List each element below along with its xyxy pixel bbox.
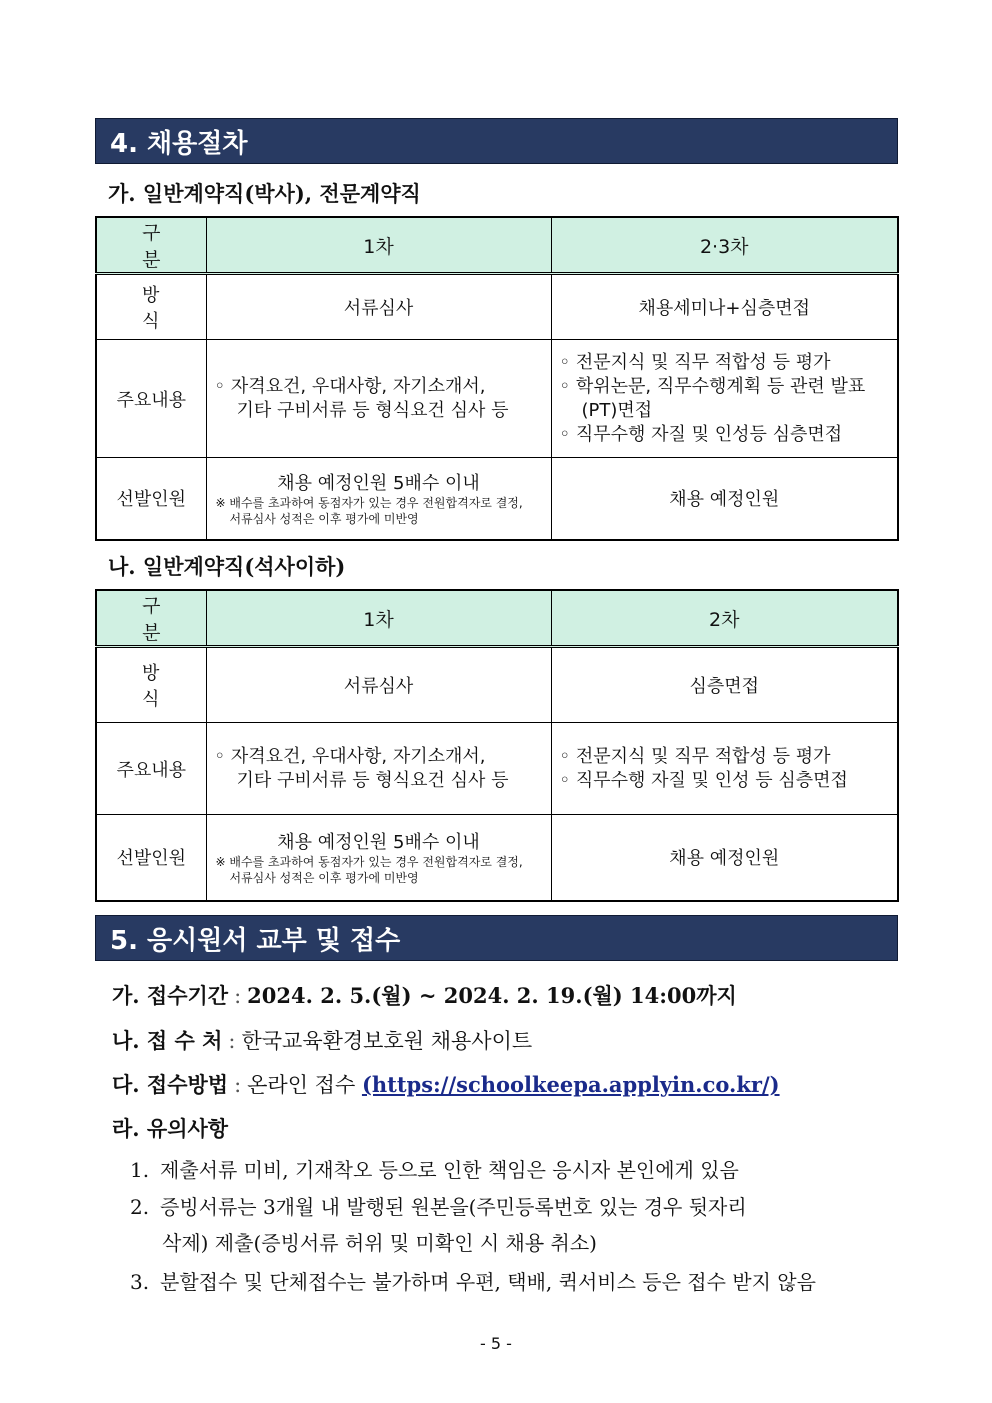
- note-text-continued: 삭제) 제출(증빙서류 허위 및 미확인 시 채용 취소): [162, 1231, 597, 1255]
- note-item-2: [130, 1189, 898, 1261]
- period-row: 가. 접수기간 : 2024. 2. 5.(월) ~ 2024. 2. 19.(월) 14:00까지: [112, 983, 737, 1008]
- selection-stage-1: [206, 458, 551, 540]
- method-row: 다. 접수방법 : 온라인 접수 (https://schoolkeepa.applyin.co.kr/): [112, 1072, 780, 1097]
- note-number: 3.: [130, 1270, 150, 1294]
- content-line: ◦ 자격요건, 우대사항, 자기소개서,: [214, 375, 486, 397]
- note-item-1: [130, 1152, 898, 1188]
- content-stage-1: [206, 340, 551, 458]
- header-category: 구 분: [96, 590, 206, 647]
- method-value: 온라인 접수: [247, 1073, 356, 1097]
- note-number: 2.: [130, 1195, 150, 1219]
- note-item-3: [130, 1264, 898, 1300]
- content-line: 기타 구비서류 등 형식요건 심사 등: [236, 769, 509, 791]
- method-stage-1: 서류심사: [206, 274, 551, 340]
- table-row-selection: [96, 815, 898, 901]
- table-row-content: [96, 723, 898, 815]
- selection-note: ※ 배수를 초과하여 동점자가 있는 경우 전원합격자로 결정,: [215, 496, 523, 511]
- selection-note: ※ 배수를 초과하여 동점자가 있는 경우 전원합격자로 결정,: [215, 855, 523, 870]
- note-text: 분할접수 및 단체접수는 불가하며 우편, 택배, 퀵서비스 등은 접수 받지 않음: [160, 1270, 816, 1294]
- method-key: 다. 접수방법: [112, 1072, 229, 1097]
- content-stage-2: [551, 340, 898, 458]
- selection-note: 서류심사 성적은 이후 평가에 미반영: [229, 871, 419, 886]
- selection-stage-2: 채용 예정인원: [551, 458, 898, 540]
- table-row-method: [96, 647, 898, 723]
- selection-stage-2: 채용 예정인원: [551, 815, 898, 901]
- row-label-content: 주요내용: [96, 340, 206, 458]
- row-label-selection: 선발인원: [96, 815, 206, 901]
- place-key: 나. 접 수 처: [112, 1028, 223, 1053]
- header-stage-1: 1차: [206, 217, 551, 274]
- header-stage-2: 2차: [551, 590, 898, 647]
- content-line: 기타 구비서류 등 형식요건 심사 등: [236, 399, 509, 421]
- header-stage-2: 2·3차: [551, 217, 898, 274]
- content-line: (PT)면접: [581, 399, 653, 421]
- content-line: ◦ 전문지식 및 직무 적합성 등 평가: [559, 351, 831, 373]
- place-value: 한국교육환경보호원 채용사이트: [241, 1029, 533, 1053]
- section-4-title: 4. 채용절차: [110, 128, 248, 159]
- selection-note: 서류심사 성적은 이후 평가에 미반영: [229, 512, 419, 527]
- selection-stage-1: [206, 815, 551, 901]
- procedure-table-a: [95, 216, 899, 541]
- content-stage-1: [206, 723, 551, 815]
- page-number: - 5 -: [480, 1334, 512, 1353]
- subsection-b-title: 나. 일반계약직(석사이하): [108, 554, 346, 579]
- row-label-method: 방 식: [96, 647, 206, 723]
- table-header-row: [96, 217, 898, 274]
- note-text: 제출서류 미비, 기재착오 등으로 인한 책임은 응시자 본인에게 있음: [160, 1158, 739, 1182]
- method-stage-1: 서류심사: [206, 647, 551, 723]
- header-stage-1: 1차: [206, 590, 551, 647]
- section-5-header: [95, 915, 898, 961]
- place-row: 나. 접 수 처 : 한국교육환경보호원 채용사이트: [112, 1028, 533, 1053]
- content-line: ◦ 직무수행 자질 및 인성등 심층면접: [559, 423, 843, 445]
- section-5-title: 5. 응시원서 교부 및 접수: [110, 925, 401, 956]
- content-line: ◦ 전문지식 및 직무 적합성 등 평가: [559, 745, 831, 767]
- content-stage-2: [551, 723, 898, 815]
- method-stage-2: 심층면접: [551, 647, 898, 723]
- note-text: 증빙서류는 3개월 내 발행된 원본을(주민등록번호 있는 경우 뒷자리: [160, 1195, 747, 1219]
- row-label-selection: 선발인원: [96, 458, 206, 540]
- note-number: 1.: [130, 1158, 150, 1182]
- selection-main: 채용 예정인원 5배수 이내: [277, 473, 480, 495]
- row-label-method: 방 식: [96, 274, 206, 340]
- section-4-header: [95, 118, 898, 164]
- subsection-a-title: 가. 일반계약직(박사), 전문계약직: [108, 181, 421, 206]
- method-stage-2: 채용세미나+심층면접: [551, 274, 898, 340]
- period-value: 2024. 2. 5.(월) ~ 2024. 2. 19.(월) 14:00까지: [247, 983, 737, 1008]
- content-line: ◦ 자격요건, 우대사항, 자기소개서,: [214, 745, 486, 767]
- table-row-method: [96, 274, 898, 340]
- table-header-row: [96, 590, 898, 647]
- content-line: ◦ 직무수행 자질 및 인성 등 심층면접: [559, 769, 848, 791]
- procedure-table-b: [95, 589, 899, 902]
- notes-title: 라. 유의사항: [112, 1116, 229, 1141]
- content-line: ◦ 학위논문, 직무수행계획 등 관련 발표: [559, 375, 866, 397]
- application-site-link[interactable]: (https://schoolkeepa.applyin.co.kr/): [361, 1072, 780, 1097]
- table-row-selection: [96, 458, 898, 540]
- selection-main: 채용 예정인원 5배수 이내: [277, 832, 480, 854]
- period-key: 가. 접수기간: [112, 983, 229, 1008]
- table-row-content: [96, 340, 898, 458]
- row-label-content: 주요내용: [96, 723, 206, 815]
- header-category: 구 분: [96, 217, 206, 274]
- notes-title-row: [112, 1113, 228, 1143]
